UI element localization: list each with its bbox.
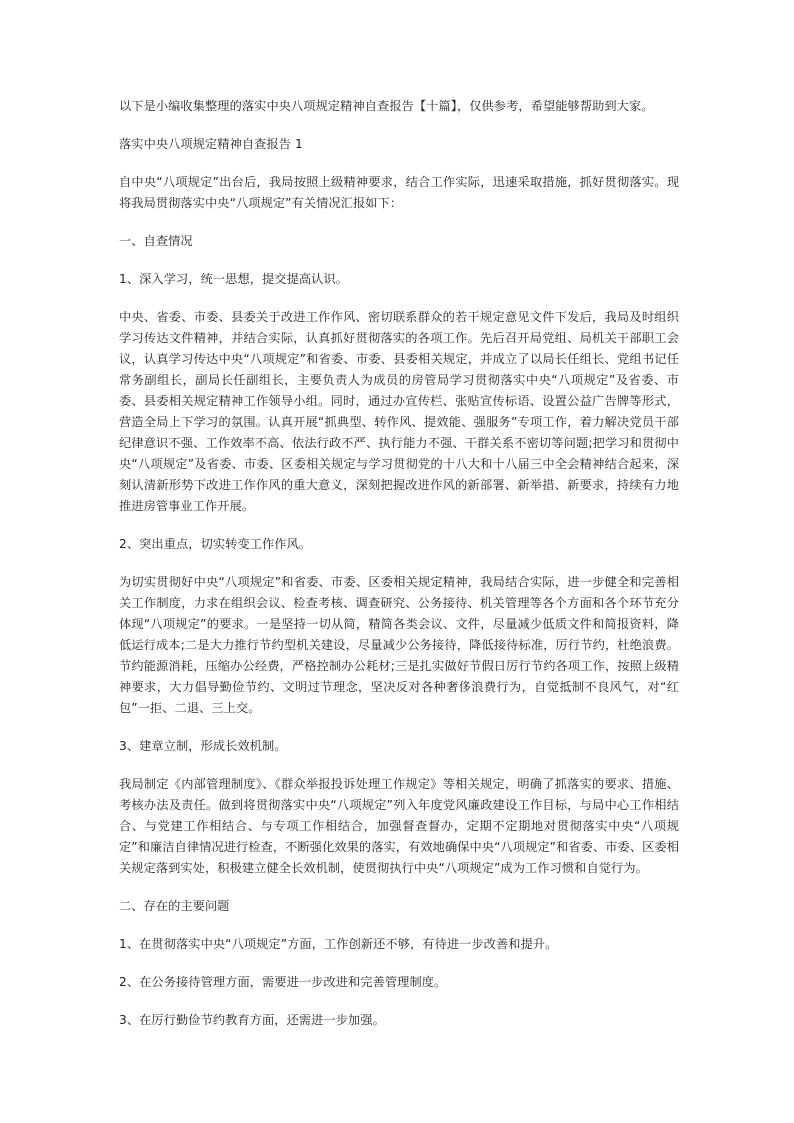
item-heading-study: 1、深入学习，统一思想，提交提高认识。 xyxy=(119,272,349,286)
item-body-mechanism: 我局制定《内部管理制度》、《群众举报投诉处理工作规定》等相关规定，明确了抓落实的要求、措施、考核办法及责任。做到将贯彻落实中央“八项规定”列入年度党风廉政建设工作目标，与局中心工作相结合、与党建工作相结合、与专项工作相结合，加强督查督办，定期不定期地对贯彻落实中央“八项规定”和廉洁自律情况进行检查，不断强化效果的落实，有效地确保中央“八项规定”和省委、市委、区委相关规定落到实处，积极建立健全长效机制，使贯彻执行中央“八项规定”成为工作习惯和自觉行为。 xyxy=(119,777,679,875)
problem-item: 1、在贯彻落实中央“八项规定”方面，工作创新还不够，有待进一步改善和提升。 xyxy=(119,937,558,951)
problem-item: 2、在公务接待管理方面，需要进一步改进和完善管理制度。 xyxy=(119,975,447,989)
item-body-focus: 为切实贯彻好中央“八项规定”和省委、市委、区委相关规定精神，我局结合实际，进一步健全和完善相关工作制度，力求在组织会议、检查考核、调查研究、公务接待、机关管理等各个方面和各个环节充分体现“八项规定”的要求。一是坚持一切从简，精简各类会议、文件，尽量减少低质文件和简报资料，降低运行成本;二是大力推行节约型机关建设，尽量减少公务接待，降低接待标准，厉行节约，杜绝浪费。节约能源消耗，压缩办公经费，严格控制办公耗材;三是扎实做好节假日厉行节约各项工作，按照上级精神要求，大力倡导勤俭节约、文明过节理念，坚决反对各种奢侈浪费行为，自觉抵制不良风气，对“红包”一拒、二退、三上交。 xyxy=(119,575,679,715)
section-heading-problems: 二、存在的主要问题 xyxy=(119,899,230,913)
intro-paragraph: 以下是小编收集整理的落实中央八项规定精神自查报告【十篇】，仅供参考，希望能够帮助到大家。 xyxy=(119,99,654,113)
item-body-study: 中央、省委、市委、县委关于改进工作作风、密切联系群众的若干规定意见文件下发后，我局及时组织学习传达文件精神，并结合实际，认真抓好贯彻落实的各项工作。先后召开局党组、局机关干部职工会议，认真学习传达中央“八项规定”和省委、市委、县委相关规定，并成立了以局长任组长、党组书记任常务副组长，副局长任副组长，主要负责人为成员的房管局学习贯彻落实中央“八项规定”及省委、市委、县委相关规定精神工作领导小组。同时，通过办宣传栏、张贴宣传标语、设置公益广告牌等形式，营造全局上下学习的氛围。认真开展“抓典型、转作风、提效能、强服务”专项工作，着力解决党员干部纪律意识不强、工作效率不高、依法行政不严、执行能力不强、干群关系不密切等问题;把学习和贯彻中央“八项规定”及省委、市委、区委相关规定与学习贯彻党的十八大和十八届三中全会精神结合起来，深刻认清新形势下改进工作作风的重大意义，深刻把握改进作风的新部署、新举措、新要求，持续有力地推进房管事业工作开展。 xyxy=(119,310,679,513)
item-heading-mechanism: 3、建章立制，形成长效机制。 xyxy=(119,739,287,753)
opening-paragraph: 自中央“八项规定”出台后，我局按照上级精神要求，结合工作实际，迅速采取措施，抓好贯彻落实。现将我局贯彻落实中央“八项规定”有关情况汇报如下： xyxy=(119,175,679,210)
document-page xyxy=(119,96,679,1031)
report-title: 落实中央八项规定精神自查报告 1 xyxy=(119,137,303,151)
section-heading-self-check: 一、自查情况 xyxy=(119,234,193,248)
problem-item: 3、在厉行勤俭节约教育方面，还需进一步加强。 xyxy=(119,1013,385,1027)
item-heading-focus: 2、突出重点，切实转变工作作风。 xyxy=(119,537,312,551)
